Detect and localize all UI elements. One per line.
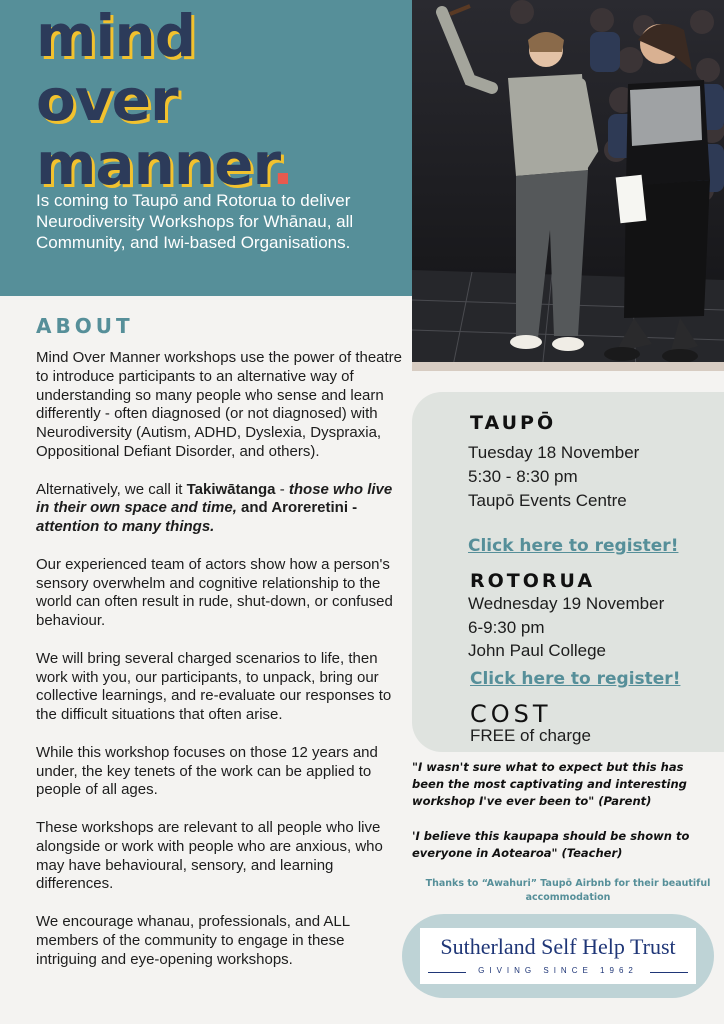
hero-banner: [0, 0, 412, 296]
about-paragraph-5: While this workshop focuses on those 12 years and under, the key tenets of the work can be applied to people of all ages.: [36, 743, 378, 799]
taupo-venue: Taupō Events Centre: [468, 491, 627, 510]
rotorua-venue: John Paul College: [468, 641, 606, 660]
cost-heading: COST: [470, 700, 552, 728]
sponsor-logo: [420, 928, 696, 984]
rotorua-date: Wednesday 19 November: [468, 594, 665, 613]
about-paragraph-6: These workshops are relevant to all people who live alongside or work with people who are anxious, who may have behavioural, sensory, and learning differences.: [36, 818, 383, 893]
taupo-register-link[interactable]: Click here to register!: [468, 536, 679, 556]
theatre-photo: [412, 0, 724, 371]
sponsor-tagline: GIVING SINCE 1962: [478, 966, 638, 975]
hero-subtitle: Is coming to Taupō and Rotorua to deliver Neurodiversity Workshops for Whānau, all Community, and Iwi-based Organisations.: [36, 191, 354, 252]
about-body: [36, 349, 402, 988]
about-paragraph-1: Mind Over Manner workshops use the power of theatre to introduce participants to an alternative way of understanding so many people who sense and learn differently - often diagnosed (or not diagnosed) with Neurodiversity (Autism, ADHD, Dyslexia, Dyspraxia, Oppositional Defiant Disorder, and others).: [36, 349, 403, 460]
about-p2-dash2: -: [348, 499, 358, 517]
logo-rule-right: [650, 972, 688, 973]
taupo-time: 5:30 - 8:30 pm: [468, 467, 578, 486]
title-dot: .: [271, 130, 293, 198]
term-aroreretini: Aroreretini: [271, 499, 349, 517]
cost-value: FREE of charge: [470, 726, 591, 745]
def-takiwatanga: those who live in their own space and time,: [36, 480, 393, 517]
sponsor-logo-badge: [402, 914, 714, 998]
about-paragraph-2: [36, 481, 402, 537]
about-p2-lead: Alternatively, we call it: [36, 480, 187, 498]
rotorua-time: 6-9:30 pm: [468, 618, 545, 637]
about-paragraph-4: We will bring several charged scenarios to life, then work with you, our participants, to unpack, bring our collective learnings, and re-evaluate our responses to the difficult situations that often arise.: [36, 649, 392, 724]
rotorua-heading: ROTORUA: [470, 570, 596, 592]
thanks-note: Thanks to “Awahuri” Taupō Airbnb for their beautiful accommodation: [425, 878, 711, 903]
taupo-heading: TAUPŌ: [470, 412, 557, 434]
title-line-manner: [36, 130, 293, 198]
taupo-date: Tuesday 18 November: [468, 443, 640, 462]
title-line-over: over: [36, 66, 178, 134]
def-aroreretini: attention to many things.: [36, 518, 215, 536]
about-heading: ABOUT: [36, 314, 134, 338]
theatre-photo-illustration: [412, 0, 724, 371]
events-panel: [412, 392, 724, 752]
rotorua-register-link[interactable]: Click here to register!: [470, 669, 681, 689]
about-paragraph-7: We encourage whanau, professionals, and ALL members of the community to engage in these intriguing and eye-opening workshops.: [36, 912, 350, 968]
term-takiwatanga: Takiwātanga: [186, 480, 276, 498]
testimonial-parent: "I wasn't sure what to expect but this has been the most captivating and interesting workshop I've ever been to" (Parent): [412, 760, 687, 808]
title-word-manner: manner: [36, 130, 272, 198]
testimonial-teacher: 'I believe this kaupapa should be shown to everyone in Aotearoa" (Teacher): [412, 829, 690, 860]
about-paragraph-3: Our experienced team of actors show how a person's sensory overwhelm and cognitive relationship to the world can often result in rude, shut-down, or confused behaviour.: [36, 555, 393, 630]
title-line-mind: mind: [36, 2, 196, 70]
about-p2-dash1: -: [275, 480, 289, 498]
sponsor-name: Sutherland Self Help Trust: [440, 934, 676, 959]
about-p2-and: and: [236, 499, 272, 517]
